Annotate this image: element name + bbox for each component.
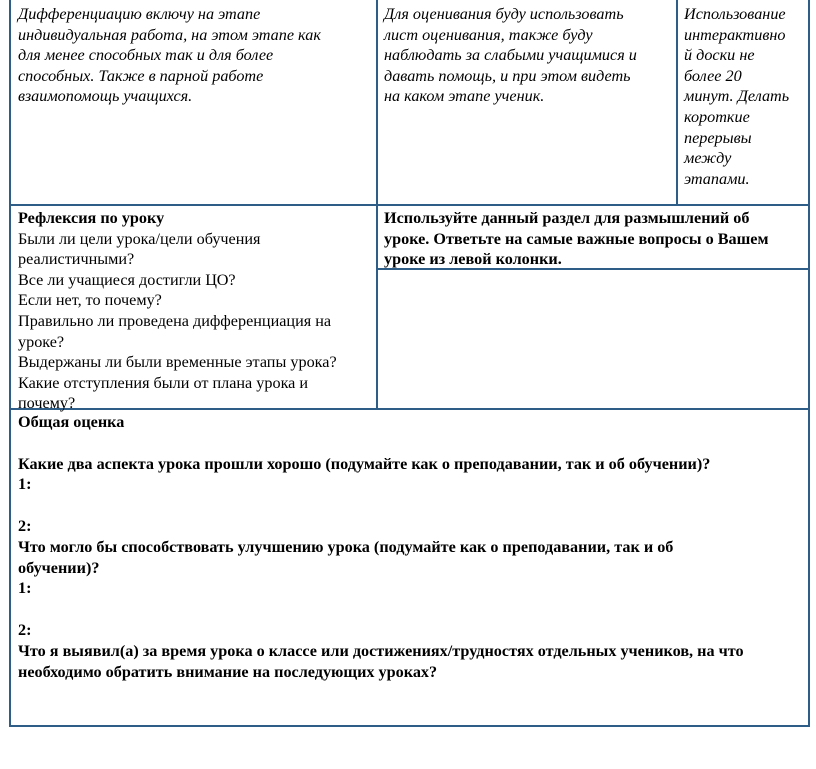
reflection-title: Рефлексия по уроку (18, 209, 165, 227)
text-line: этапами. (684, 169, 750, 188)
text-line: реалистичными? (18, 250, 135, 269)
answer-label-1: 1: (18, 579, 32, 598)
assessment-cell (384, 4, 674, 107)
question-3-cont: необходимо обратить внимание на последующих уроках? (18, 662, 438, 681)
text-line: уроке из левой колонки. (384, 250, 562, 269)
question-2-cont: обучении)? (18, 558, 100, 577)
text-line: лист оценивания, также буду (384, 25, 593, 44)
text-line: Для оценивания буду использовать (384, 5, 624, 23)
reflection-answer-area[interactable] (378, 270, 808, 407)
answer-label-1: 1: (18, 475, 32, 494)
text-line: короткие (684, 107, 750, 126)
text-line: Использование (684, 5, 786, 23)
text-line: Дифференциацию включу на этапе (18, 5, 261, 23)
text-line: минут. Делать (684, 87, 790, 106)
table-divider (9, 204, 810, 206)
text-line: Правильно ли проведена дифференциация на (18, 311, 332, 330)
text-line: индивидуальная работа, на этом этапе как (18, 25, 321, 44)
answer-label-2: 2: (18, 516, 32, 535)
text-line: более 20 (684, 66, 742, 85)
text-line: Все ли учащиеся достигли ЦО? (18, 270, 236, 289)
text-line: Используйте данный раздел для размышлений об (384, 209, 750, 227)
question-1: Какие два аспекта урока прошли хорошо (подумайте как о преподавании, так и об обучении)? (18, 454, 711, 473)
text-line: Выдержаны ли были временные этапы урока? (18, 353, 337, 372)
text-line: между (684, 149, 732, 168)
text-line: для менее способных так и для более (18, 46, 274, 65)
text-line: способных. Также в парной работе (18, 66, 264, 85)
text-line: наблюдать за слабыми учащимися и (384, 46, 637, 65)
question-3: Что я выявил(а) за время урока о классе или достижениях/трудностях отдельных учеников, на что (18, 641, 744, 660)
health-safety-cell (684, 4, 806, 189)
overall-title: Общая оценка (18, 413, 125, 431)
overall-evaluation-cell (18, 412, 806, 682)
text-line: Если нет, то почему? (18, 291, 162, 310)
text-line: Какие отступления были от плана урока и (18, 373, 309, 392)
reflection-instruction-cell (384, 208, 804, 270)
question-2: Что могло бы способствовать улучшению урока (подумайте как о преподавании, так и об (18, 537, 674, 556)
text-line: интерактивно (684, 25, 786, 44)
text-line: й доски не (684, 46, 755, 65)
text-line: уроке? (18, 332, 65, 351)
text-line: на каком этапе ученик. (384, 87, 545, 106)
answer-label-2: 2: (18, 620, 32, 639)
text-line: почему? (18, 394, 76, 413)
text-line: Были ли цели урока/цели обучения (18, 229, 261, 248)
table-divider (676, 0, 678, 205)
text-line: перерывы (684, 128, 752, 147)
text-line: уроке. Ответьте на самые важные вопросы о Вашем (384, 229, 769, 248)
text-line: давать помощь, и при этом видеть (384, 66, 631, 85)
differentiation-cell (18, 4, 373, 107)
text-line: взаимопомощь учащихся. (18, 87, 193, 106)
reflection-questions-cell (18, 208, 373, 414)
